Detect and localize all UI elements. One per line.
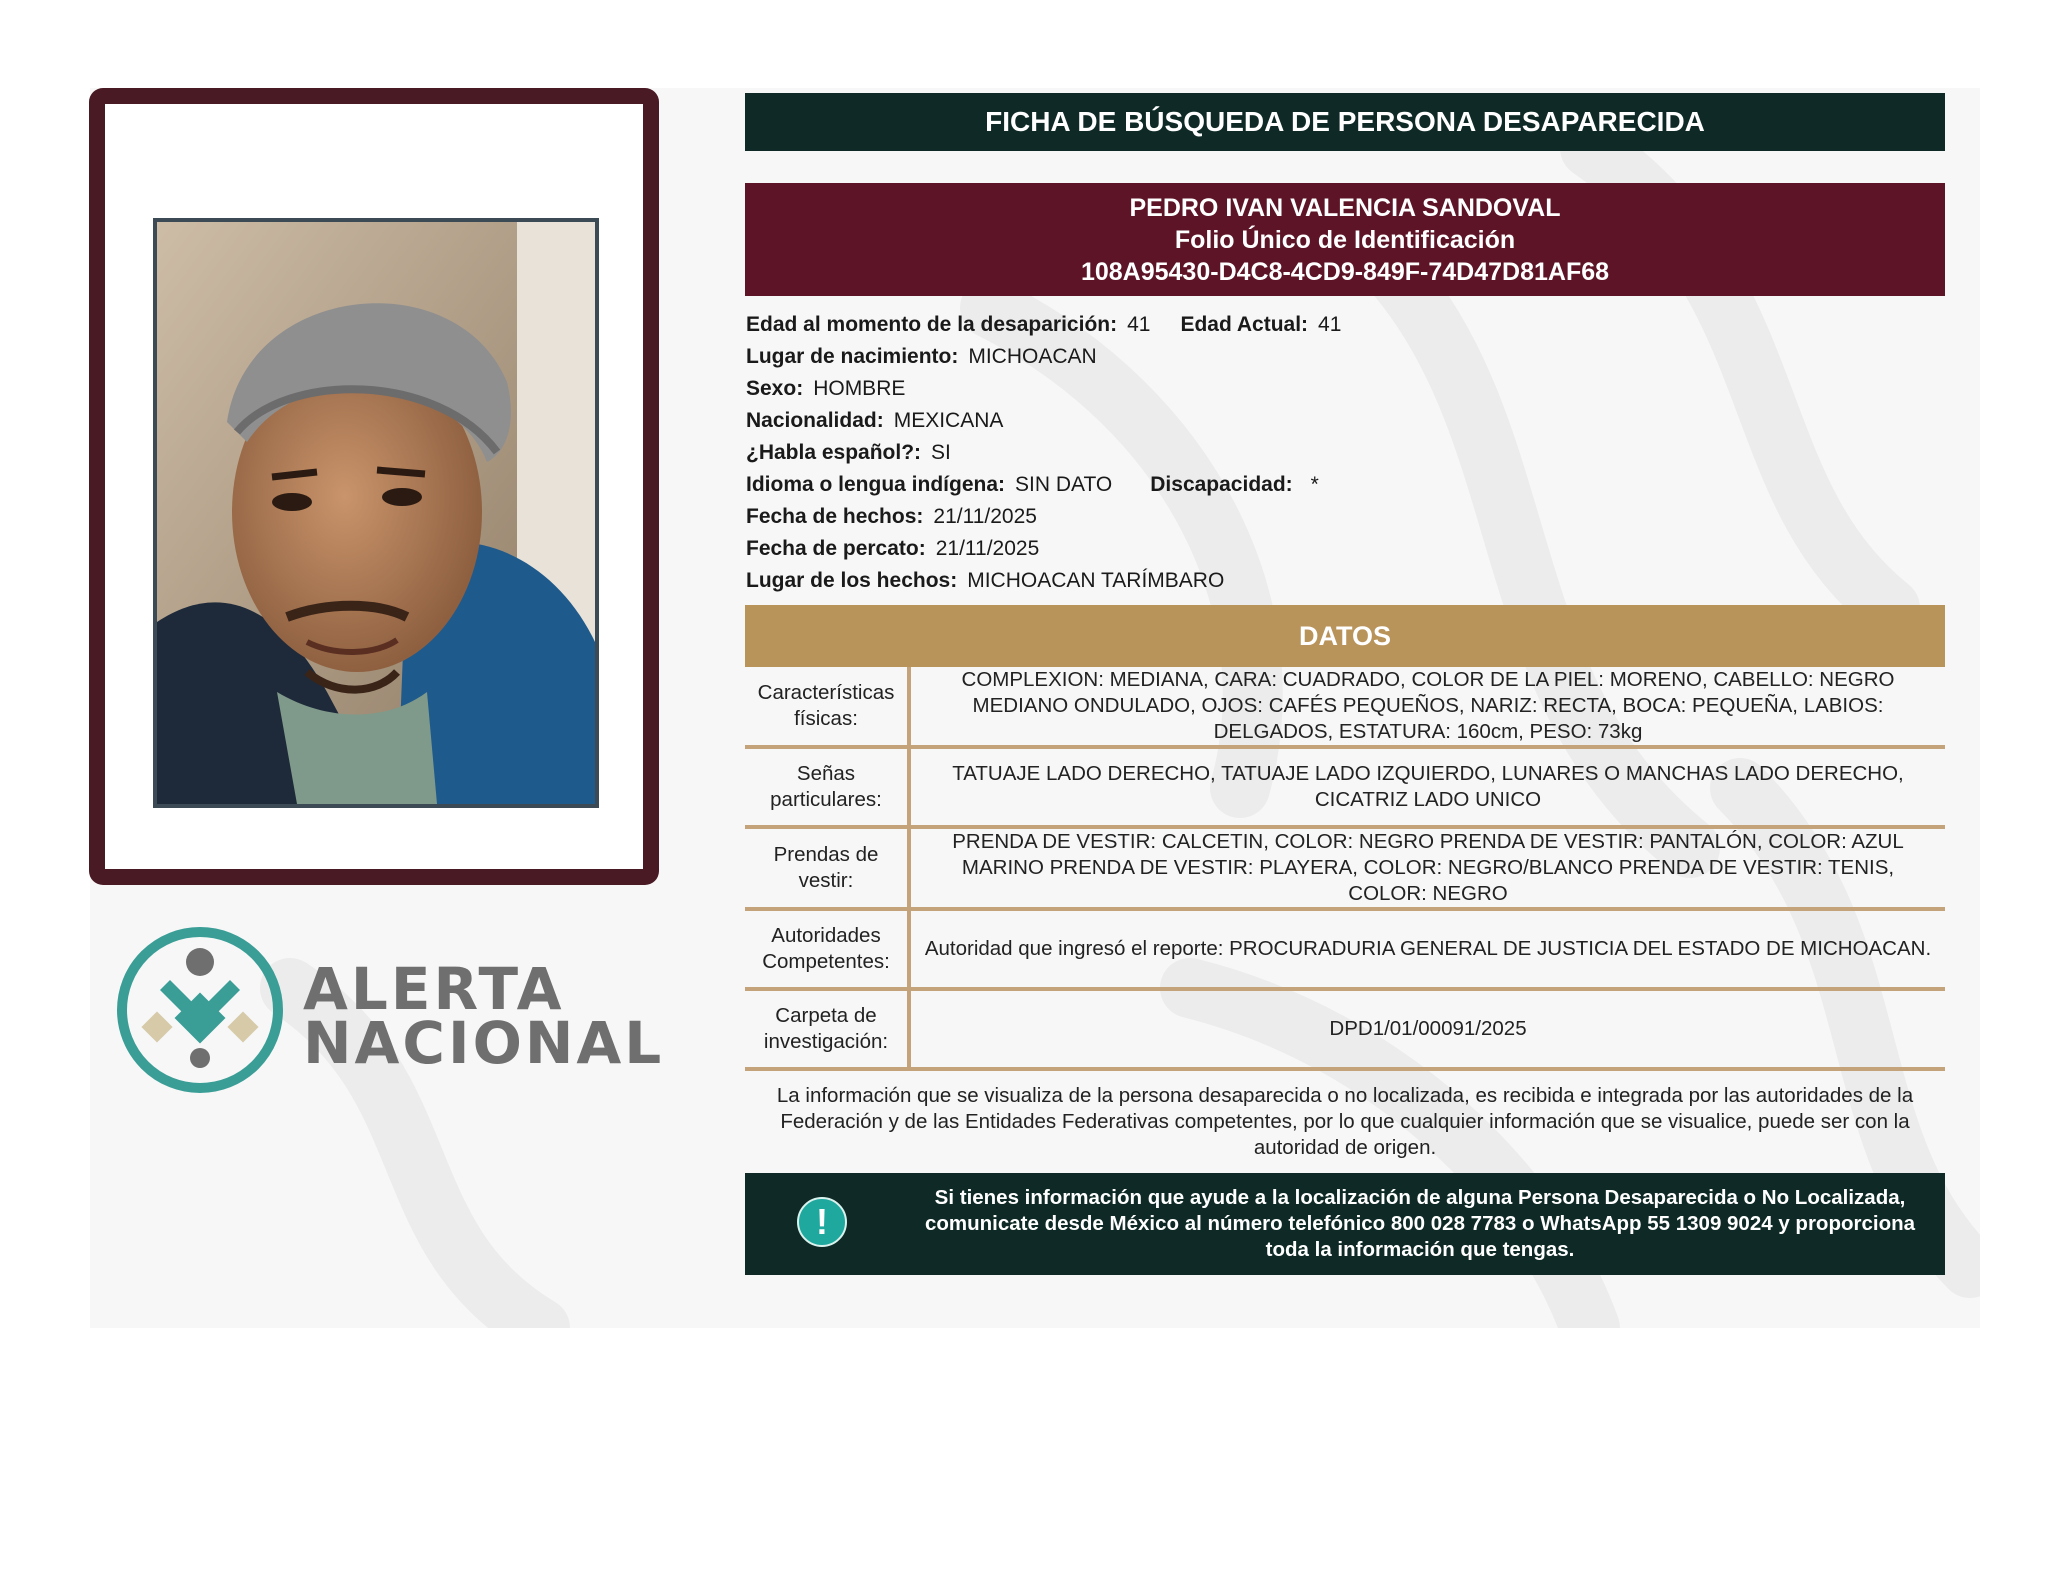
contact-alert-text: Si tienes información que ayude a la localización de alguna Persona Desaparecida o No Localizada, comunicate desde México al número telefónico 800 028 7783 o WhatsApp 55 1309 9024 y proporciona toda la información que tengas. <box>924 1186 1916 1261</box>
fecha-hechos-label: Fecha de hechos: <box>746 505 924 528</box>
info-row-idioma <box>746 469 1945 501</box>
logo-line2: NACIONAL <box>303 1009 665 1077</box>
exclamation-icon: ! <box>797 1197 847 1247</box>
carpeta-value: DPD1/01/00091/2025 <box>909 989 1945 1069</box>
main-panel <box>745 93 1945 1275</box>
datos-header: DATOS <box>745 605 1945 667</box>
caracteristicas-label: Características físicas: <box>745 667 909 747</box>
contact-alert-bar <box>745 1173 1945 1275</box>
lugar-nacimiento-value: MICHOACAN <box>968 345 1097 368</box>
name-banner <box>745 183 1945 296</box>
info-row-fecha-percato <box>746 533 1945 565</box>
carpeta-label: Carpeta de investigación: <box>745 989 909 1069</box>
folio-value: 108A95430-D4C8-4CD9-849F-74D47D81AF68 <box>1080 257 1610 286</box>
person-name: PEDRO IVAN VALENCIA SANDOVAL <box>1129 193 1561 222</box>
habla-espanol-value: SI <box>931 441 951 464</box>
idioma-value: SIN DATO <box>1015 473 1113 496</box>
edad-actual-label: Edad Actual: <box>1180 313 1309 336</box>
discapacidad-value: * <box>1310 473 1319 496</box>
senas-value: TATUAJE LADO DERECHO, TATUAJE LADO IZQUIERDO, LUNARES O MANCHAS LADO DERECHO, CICATRIZ LADO UNICO <box>909 747 1945 827</box>
folio-label: Folio Único de Identificación <box>1174 225 1516 254</box>
person-photo <box>153 218 599 808</box>
lugar-nacimiento-label: Lugar de nacimiento: <box>746 345 959 368</box>
fecha-hechos-value: 21/11/2025 <box>933 505 1037 528</box>
caracteristicas-value: COMPLEXION: MEDIANA, CARA: CUADRADO, COLOR DE LA PIEL: MORENO, CABELLO: NEGRO MEDIANO ONDULADO, OJOS: CAFÉS PEQUEÑOS, NARIZ: RECTA, BOCA: PEQUEÑA, LABIOS: DELGADOS, ESTATURA: 160cm, PESO: 73kg <box>909 667 1945 747</box>
table-row <box>745 989 1945 1069</box>
photo-frame <box>89 88 659 885</box>
habla-espanol-label: ¿Habla español?: <box>746 441 922 464</box>
info-row-lugar-nacimiento <box>746 341 1945 373</box>
discapacidad-label: Discapacidad: <box>1150 473 1293 496</box>
info-section <box>745 309 1945 597</box>
table-row <box>745 667 1945 747</box>
prendas-label: Prendas de vestir: <box>745 827 909 909</box>
info-row-lugar-hechos <box>746 565 1945 597</box>
sexo-label: Sexo: <box>746 377 804 400</box>
edad-actual-value: 41 <box>1318 313 1342 336</box>
disclaimer-text: La información que se visualiza de la persona desaparecida o no localizada, es recibida e integrada por las autoridades de la Federación y de las Entidades Federativas competentes, por lo que cualquier información que se visualice, puede ser con la autoridad de origen. <box>776 1084 1914 1159</box>
info-row-fecha-hechos <box>746 501 1945 533</box>
prendas-value: PRENDA DE VESTIR: CALCETIN, COLOR: NEGRO PRENDA DE VESTIR: PANTALÓN, COLOR: AZUL MARINO PRENDA DE VESTIR: PLAYERA, COLOR: NEGRO/BLANCO PRENDA DE VESTIR: TENIS, COLOR: NEGRO <box>909 827 1945 909</box>
alerta-nacional-logo <box>110 920 665 1100</box>
table-row <box>745 747 1945 827</box>
edad-desaparicion-label: Edad al momento de la desaparición: <box>746 313 1118 336</box>
logo-line1: ALERTA <box>303 955 565 1023</box>
info-row-sexo <box>746 373 1945 405</box>
table-row <box>745 909 1945 989</box>
idioma-label: Idioma o lengua indígena: <box>746 473 1006 496</box>
lugar-hechos-value: MICHOACAN TARÍMBARO <box>967 569 1225 592</box>
info-row-habla-espanol <box>746 437 1945 469</box>
table-row <box>745 827 1945 909</box>
nacionalidad-label: Nacionalidad: <box>746 409 884 432</box>
datos-table <box>745 667 1945 1071</box>
autoridades-value: Autoridad que ingresó el reporte: PROCURADURIA GENERAL DE JUSTICIA DEL ESTADO DE MICHOACAN. <box>909 909 1945 989</box>
fecha-percato-value: 21/11/2025 <box>935 537 1040 560</box>
autoridades-label: Autoridades Competentes: <box>745 909 909 989</box>
fecha-percato-label: Fecha de percato: <box>746 537 926 560</box>
sexo-value: HOMBRE <box>813 377 906 400</box>
senas-label: Señas particulares: <box>745 747 909 827</box>
nacionalidad-value: MEXICANA <box>893 409 1004 432</box>
page-title: FICHA DE BÚSQUEDA DE PERSONA DESAPARECIDA <box>745 93 1945 151</box>
logo-text <box>303 955 665 1077</box>
info-row-edad <box>746 309 1945 341</box>
info-row-nacionalidad <box>746 405 1945 437</box>
edad-desaparicion-value: 41 <box>1127 313 1151 336</box>
alerta-nacional-emblem-icon <box>110 920 290 1100</box>
lugar-hechos-label: Lugar de los hechos: <box>746 569 958 592</box>
